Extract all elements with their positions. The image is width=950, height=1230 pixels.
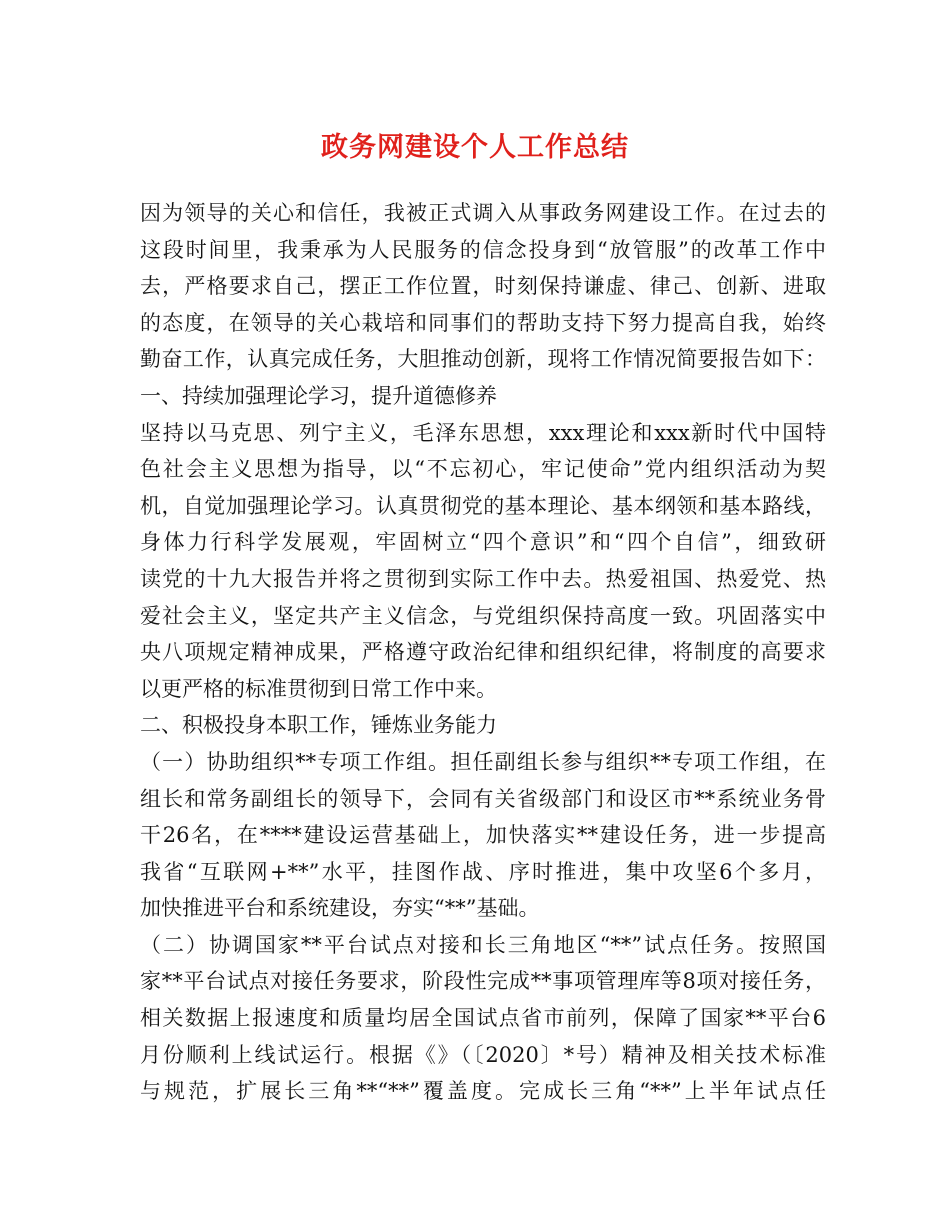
section-heading-2: 二、积极投身本职工作，锤炼业务能力 [140,713,497,738]
document-title: 政务网建设个人工作总结 [321,132,629,163]
body-line: （一）协助组织**专项工作组。担任副组长参与组织**专项工作组，在 [140,749,826,774]
body-line: 的态度，在领导的关心栽培和同事们的帮助支持下努力提高自我，始终 [140,310,826,335]
body-line: 干26名，在****建设运营基础上，加快落实**建设任务，进一步提高 [140,823,826,848]
body-line: 相关数据上报速度和质量均居全国试点省市前列，保障了国家**平台6 [140,1006,826,1031]
section-heading-1: 一、持续加强理论学习，提升道德修养 [140,383,497,408]
body-line: （二）协调国家**平台试点对接和长三角地区“**”试点任务。按照国 [140,932,826,957]
body-line: 因为领导的关心和信任，我被正式调入从事政务网建设工作。在过去的 [140,201,826,225]
body-line: 色社会主义思想为指导，以“不忘初心，牢记使命”党内组织活动为契 [140,457,826,482]
body-line: 爱社会主义，坚定共产主义信念，与党组织保持高度一致。巩固落实中 [140,603,826,628]
body-line: 与规范，扩展长三角**“**”覆盖度。完成长三角“**”上半年试点任 [140,1079,826,1104]
body-line: 加快推进平台和系统建设，夯实“**”基础。 [140,896,540,921]
body-line: 这段时间里，我秉承为人民服务的信念投身到“放管服”的改革工作中 [140,237,826,262]
body-line: 坚持以马克思、列宁主义，毛泽东思想，xxx理论和xxx新时代中国特 [140,420,826,445]
body-line: 身体力行科学发展观，牢固树立“四个意识”和“四个自信”，细致研 [140,530,826,555]
body-line: 以更严格的标准贯彻到日常工作中来。 [140,676,497,701]
body-line: 去，严格要求自己，摆正工作位置，时刻保持谦虚、律己、创新、进取 [140,274,826,299]
document-body [140,195,826,1110]
body-line: 组长和常务副组长的领导下，会同有关省级部门和设区市**系统业务骨 [140,786,826,811]
body-line: 月份顺利上线试运行。根据《》（〔2020〕*号）精神及相关技术标准 [140,1042,826,1067]
body-line: 机，自觉加强理论学习。认真贯彻党的基本理论、基本纲领和基本路线， [140,493,826,518]
body-line: 读党的十九大报告并将之贯彻到实际工作中去。热爱祖国、热爱党、热 [140,566,826,591]
body-line: 家**平台试点对接任务要求，阶段性完成**事项管理库等8项对接任务， [140,969,826,994]
body-line: 央八项规定精神成果，严格遵守政治纪律和组织纪律，将制度的高要求 [140,640,826,665]
body-line: 我省“互联网+**”水平，挂图作战、序时推进，集中攻坚6个多月， [140,859,826,884]
body-line: 勤奋工作，认真完成任务，大胆推动创新，现将工作情况简要报告如下： [140,347,826,372]
